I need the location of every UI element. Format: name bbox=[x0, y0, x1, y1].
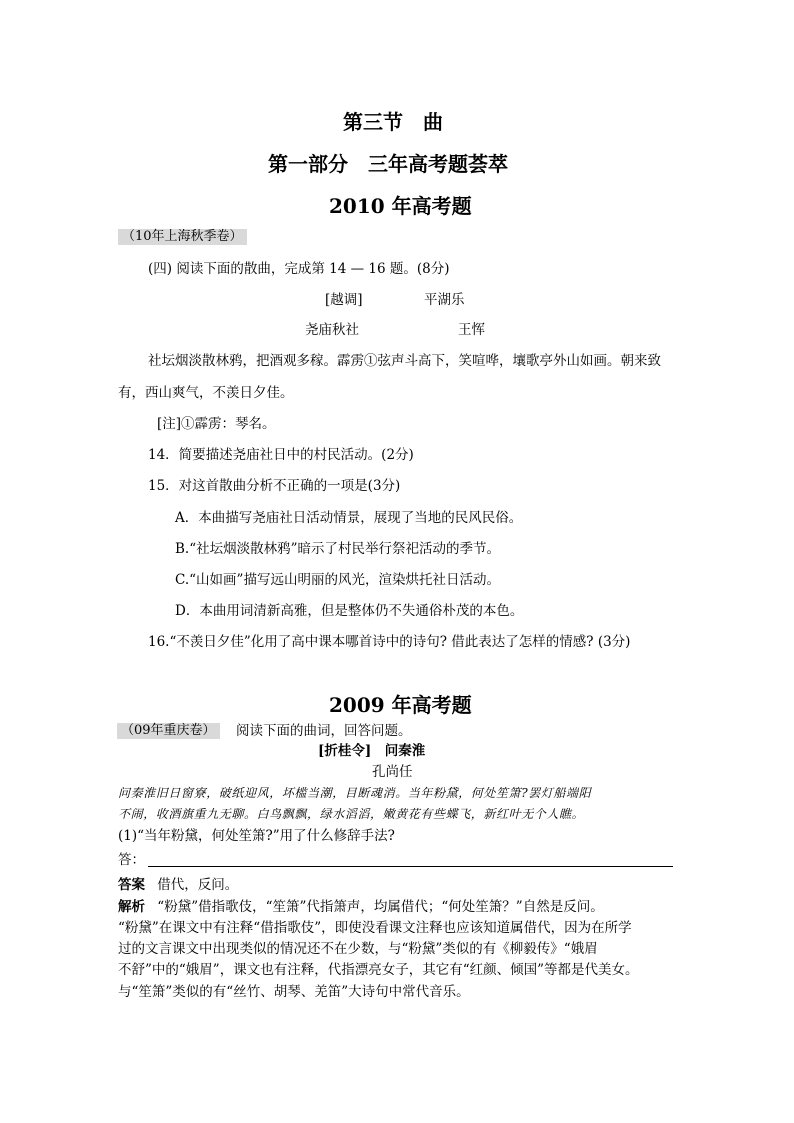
question-16: 16.“不羡日夕佳”化用了高中课本哪首诗中的诗句? 借此表达了怎样的情感? (3分) bbox=[148, 634, 631, 650]
answer-label: 答案 bbox=[118, 877, 145, 893]
question-14: 14．简要描述尧庙社日中的村民活动。(2分) bbox=[148, 447, 414, 463]
analysis-line-2: “粉黛”在课文中有注释“借指歌伎”，即使没看课文注释也应该知道属借代，因为在所学 bbox=[118, 920, 632, 936]
author-2009: 孔尚任 bbox=[372, 764, 413, 780]
poem-subtitle: 尧庙秋社 bbox=[305, 322, 359, 338]
analysis-label: 解析 bbox=[118, 899, 145, 915]
analysis-line-3: 过的文言课文中出现类似的情况还不在少数，与“粉黛”类似的有《柳毅传》“娥眉 bbox=[118, 941, 598, 957]
answer-line bbox=[148, 866, 673, 867]
section-title: 第三节 曲 bbox=[343, 110, 443, 134]
qupai-label: [越调] bbox=[325, 292, 363, 308]
answer-prefix: 答： bbox=[118, 852, 145, 868]
answer-row bbox=[118, 877, 238, 893]
option-d: D．本曲用词清新高雅，但是整体仍不失通俗朴茂的本色。 bbox=[175, 603, 524, 619]
answer-text: 借代，反问。 bbox=[157, 877, 239, 893]
option-c: C.“山如画”描写远山明丽的风光，渲染烘托社日活动。 bbox=[175, 572, 500, 588]
option-b: B.“社坛烟淡散林鸦”暗示了村民举行祭祀活动的季节。 bbox=[175, 541, 501, 557]
text-2009-line-2: 不闹，收酒旗重九无聊。白鸟飘飘，绿水滔滔，嫩黄花有些蝶飞，新红叶无个人瞧。 bbox=[118, 807, 585, 821]
analysis-line-1: “粉黛”借指歌伎，“笙箫”代指箫声，均属借代；“何处笙箫？”自然是反问。 bbox=[157, 899, 604, 915]
intro-2010: (四) 阅读下面的散曲，完成第 14 — 16 题。(8分) bbox=[148, 261, 450, 277]
analysis-line-4: 不舒”中的“娥眉”，课文也有注释，代指漂亮女子，其它有“红颜、倾国”等都是代美女。 bbox=[118, 962, 639, 978]
part-title: 第一部分 三年高考题荟萃 bbox=[268, 152, 508, 176]
year-heading-2010: 2010 年高考题 bbox=[329, 194, 472, 218]
poem-line-1: 社坛烟淡散林鸦，把酒观多稼。霹雳①弦声斗高下，笑喧哗，壤歌亭外山如画。朝来致 bbox=[148, 353, 661, 369]
question-15: 15．对这首散曲分析不正确的一项是(3分) bbox=[148, 478, 401, 494]
poem-author: 王恽 bbox=[458, 322, 485, 338]
poem-line-2: 有，西山爽气，不羡日夕佳。 bbox=[118, 385, 294, 401]
question-1: (1)“当年粉黛，何处笙箫?”用了什么修辞手法? bbox=[118, 828, 395, 844]
analysis-line-5: 与“笙箫”类似的有“丝竹、胡琴、羌笛”大诗句中常代音乐。 bbox=[118, 984, 470, 1000]
source-tag-2010: （10年上海秋季卷） bbox=[118, 229, 247, 245]
text-2009-line-1: 问秦淮旧日窗寮，破纸迎风，坏槛当潮，目断魂消。当年粉黛，何处笙箫?罢灯船端阳 bbox=[118, 786, 592, 800]
title-2009: [折桂令] 问秦淮 bbox=[318, 743, 426, 759]
poem-note: [注]①霹雳：琴名。 bbox=[157, 416, 276, 432]
option-a: A．本曲描写尧庙社日活动情景，展现了当地的民风民俗。 bbox=[175, 510, 523, 526]
source-tag-2009: （09年重庆卷） bbox=[117, 723, 220, 739]
year-heading-2009: 2009 年高考题 bbox=[329, 693, 472, 717]
intro-2009: 阅读下面的曲词，回答问题。 bbox=[236, 723, 412, 739]
qu-title: 平湖乐 bbox=[424, 292, 465, 308]
analysis-row bbox=[118, 899, 604, 915]
